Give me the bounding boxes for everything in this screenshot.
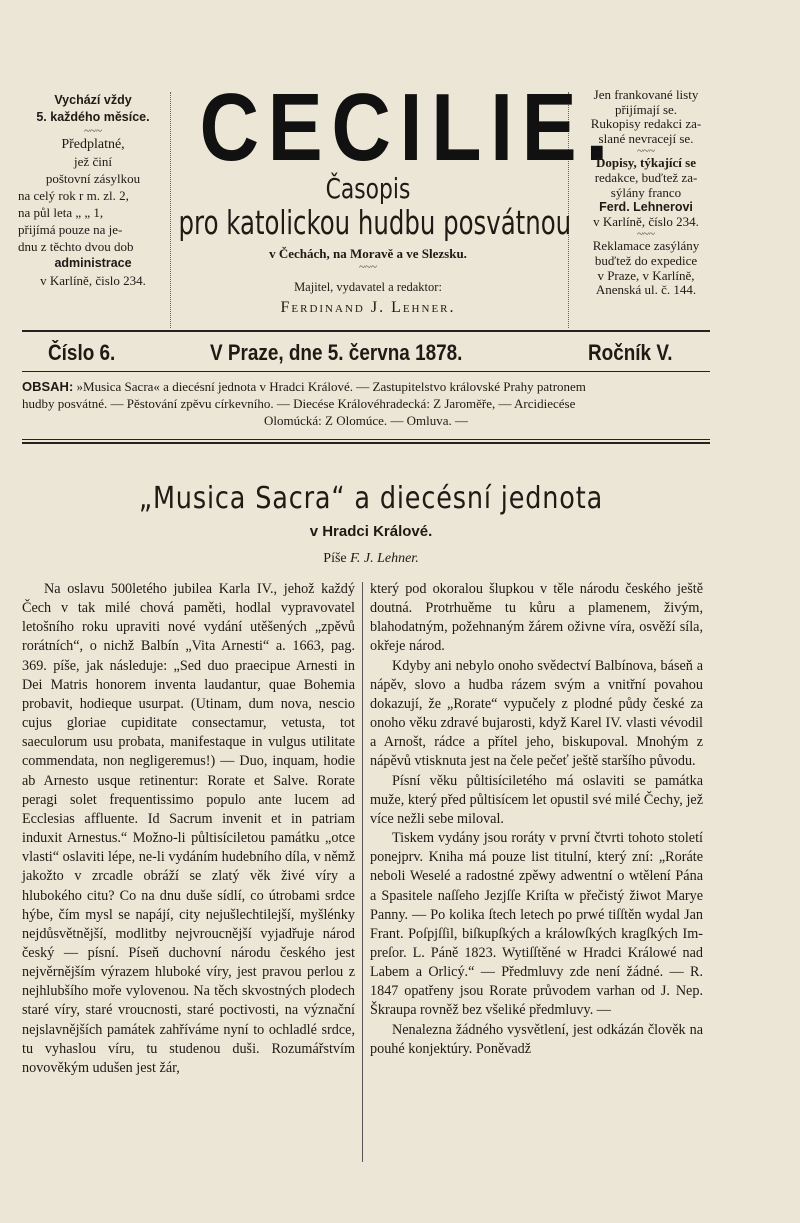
article-paragraph: Nenalezna žádného vysvětlení, jest odkázán člověk na pouhé konjektúry. Poněvadž bbox=[370, 1021, 703, 1057]
journal-title: CECILIE. bbox=[199, 74, 617, 181]
article-subtitle: v Hradci Králové. bbox=[309, 523, 433, 540]
masthead-center bbox=[172, 74, 617, 317]
editor-recipient: Ferd. Lehnerovi bbox=[599, 200, 693, 215]
table-of-contents bbox=[22, 378, 710, 429]
journal-subtitle: Časopis bbox=[325, 172, 411, 205]
ornament-divider: ~~~ bbox=[637, 228, 655, 241]
publication-frequency: Vychází vždy bbox=[54, 93, 132, 107]
masthead-left-info bbox=[18, 92, 168, 289]
administration-address: v Karlíně, čislo 234. bbox=[40, 273, 146, 288]
article-column-right bbox=[370, 580, 703, 1059]
ornament-divider: ~~~ bbox=[84, 125, 102, 137]
contents-rule-thin bbox=[22, 439, 710, 440]
subscription-line: poštovní zásylkou bbox=[45, 171, 141, 186]
editor-name: Ferdinand J. Lehner. bbox=[280, 299, 456, 316]
notice-line: buďtež do expedice bbox=[594, 252, 698, 268]
masthead-right-info bbox=[578, 88, 714, 298]
notice-line: slané nevracejí se. bbox=[598, 130, 694, 146]
contents-label: OBSAH: bbox=[22, 379, 74, 394]
issue-volume: Ročník V. bbox=[588, 340, 673, 365]
article-byline bbox=[0, 551, 742, 567]
publication-day: 5. každého měsíce. bbox=[36, 110, 150, 124]
subscription-line: přijímá pouze na je- bbox=[18, 222, 123, 237]
notice-line: sýlány franco bbox=[610, 184, 682, 200]
contents-line bbox=[22, 378, 710, 395]
contents-text: Olomúcká: Z Olomúce. — Omluva. — bbox=[264, 413, 468, 428]
contents-text: hudby posvátné. — Pěstování zpěvu církevního. — Diecése Královéhradecká: Z Jaroměře, — Arcidiecése bbox=[22, 396, 576, 411]
journal-description: pro katolickou hudbu posvátnou bbox=[178, 203, 572, 242]
article-title: „Musica Sacra“ a diecésní jednota bbox=[138, 481, 604, 516]
ornament-divider: ~~~ bbox=[637, 145, 655, 158]
article-paragraph: Kdyby ani nebylo onoho svědectví Balbínova, báseň a nápěv, slovo a hudba rázem svým a vnitřní povahou dokazují, že „Rorate“ vypučely z plodné půdy české za onoho věku zdravé bujarosti, když Karel IV. vlasti vévodil a Arnošt, rádce a přítel jeho, biskupoval. Mnohým z nápěvů vtisknuta jest na čele pečeť ještě staršího původu. bbox=[370, 657, 703, 770]
notice-line: Anenská ul. č. 144. bbox=[595, 282, 697, 298]
notice-line: přijímají se. bbox=[614, 101, 678, 117]
letters-heading: Dopisy, týkající se bbox=[595, 155, 697, 171]
article-paragraph: Tiskem vydány jsou roráty v první čtvrti tohoto století ponejprv. Kniha má pouze list titulní, který zní: „Roráte neboli Weselé a radostné zpěwy adwentní o wtělení Pána a Spasitele naſſeho Jezjſſe Kriſta w přečistý žiwot Marye Panny. — Po kolika ſtech letech po prwé tiſſtěn wydal Jan Frant. Poſpjſſil, biſkupſkých a králowſkých kragſkých Im-preſor. L. Páně 1823. Wytiſſtěné w Hradci Králowé nad Labem a Orlicý.“ — Předmluvy zde není žádné. — R. 1847 opatřeny jsou Rorate průvodem varhan od J. Nep. Škraupa rovněž bez všeliké předmluvy. — bbox=[370, 830, 703, 1019]
subscription-line: dnu z těchto dvou dob bbox=[18, 239, 134, 254]
issue-rule bbox=[22, 371, 710, 372]
notice-line: v Karlíně, číslo 234. bbox=[593, 213, 699, 229]
column-divider bbox=[362, 582, 363, 1162]
subscription-heading: Předplatné, bbox=[61, 137, 125, 152]
author-name: F. J. Lehner. bbox=[350, 551, 419, 566]
article-column-left bbox=[22, 580, 355, 1078]
journal-regions: v Čechách, na Moravě a ve Slezsku. bbox=[269, 246, 467, 261]
article-paragraph: Písní věku půltisíciletého má oslaviti se památka muže, který před půltisícem let opustil své milé Čechy, jež více nežli sebe miloval. bbox=[370, 772, 703, 827]
notice-line: Jen frankované listy bbox=[593, 87, 699, 102]
ornament-divider: ~~~ bbox=[359, 261, 377, 273]
subscription-price-half: na půl leta „ „ 1, bbox=[18, 205, 104, 220]
issue-date: V Praze, dne 5. června 1878. bbox=[210, 340, 463, 365]
notice-line: Rukopisy redakci za- bbox=[590, 116, 702, 132]
issue-line bbox=[22, 340, 710, 368]
byline-prefix: Píše bbox=[323, 551, 347, 566]
administration-label: administrace bbox=[54, 256, 132, 270]
owner-label: Majitel, vydavatel a redaktor: bbox=[294, 280, 442, 294]
issue-number: Číslo 6. bbox=[48, 340, 116, 365]
contents-text: »Musica Sacra« a diecésní jednota v Hradci Králové. — Zastupitelstvo královské Prahy patronem bbox=[76, 379, 586, 394]
masthead-rule bbox=[22, 330, 710, 332]
notice-line: v Praze, v Karlíně, bbox=[597, 267, 695, 283]
article-paragraph: Na oslavu 500letého jubilea Karla IV., jehož každý Čech v tak milé chová paměti, hodlal vypravovatel letošního roku upraviti nové vydání utěšených „zpěvů rorátních“, o nichž Balbín „Vita Arnesti“ a. 1663, pag. 369. píše, jak následuje: „Sed duo praecipue Arnesti in Dei Matris honorem inventa laudantur, quae Bohemia probavit, hodieque usurpat. (Utinam, dum nova, nescio cujus gloriae cupiditate consectamur, vetusta, tot saeculorum usu probata, manifestaque in vulgus utilitate commendata, non negligeremus!) — Duo, inquam, hodie ab Arnesto usque retinentur: Rorate et Salve. Rorate peragi solet frequentissimo populo ante lucem ad Ecclesias affluente. Id Sacrum invenit et in patriam induxit Arnestus.“ Možno-li půltisíciletou památku „otce vlasti“ oslaviti lépe, ne-li vydáním hudebního díla, v němž jakožto v zrcadle obráží se zlatý věk živé víry a hlubokého citu? Co na dnu duše sídlí, co útrobami srdce hýbe, čím mysl se napájí, city nejušlechtilejší, myšlénky nejdůsvětnější, modlitby nejvroucnější vyjadřuje národ český — písní. Píseň duchovní národu českého jest nejvěrnějším výrazem hluboké víry, jest pravou perlou z nejhlubšího moře vylovenou. Na těch skvostných plodech staré víry, staré vroucnosti, staré poctivosti, na význační nejslavnějších památek zahříváme nyní to ochladlé srdce, tu vyhaslou víru, tu studenou duši. Rozumářstvím novověkým udušen jest žár, bbox=[22, 581, 355, 1076]
subscription-price-year: na celý rok r m. zl. 2, bbox=[18, 188, 129, 203]
notice-line: redakce, buďtež za- bbox=[594, 169, 698, 185]
article-paragraph: který pod okoralou šlupkou v těle národu českého ještě doutná. Protrhuěme tu kůru a plamenem, živým, blahodatným, požehnaným žárem oživne víra, osvěží síla, okřeje národ. bbox=[370, 581, 703, 655]
contents-rule-thick bbox=[22, 442, 710, 444]
notice-line: Reklamace zasýlány bbox=[592, 238, 700, 254]
subscription-line: jež činí bbox=[74, 154, 112, 169]
